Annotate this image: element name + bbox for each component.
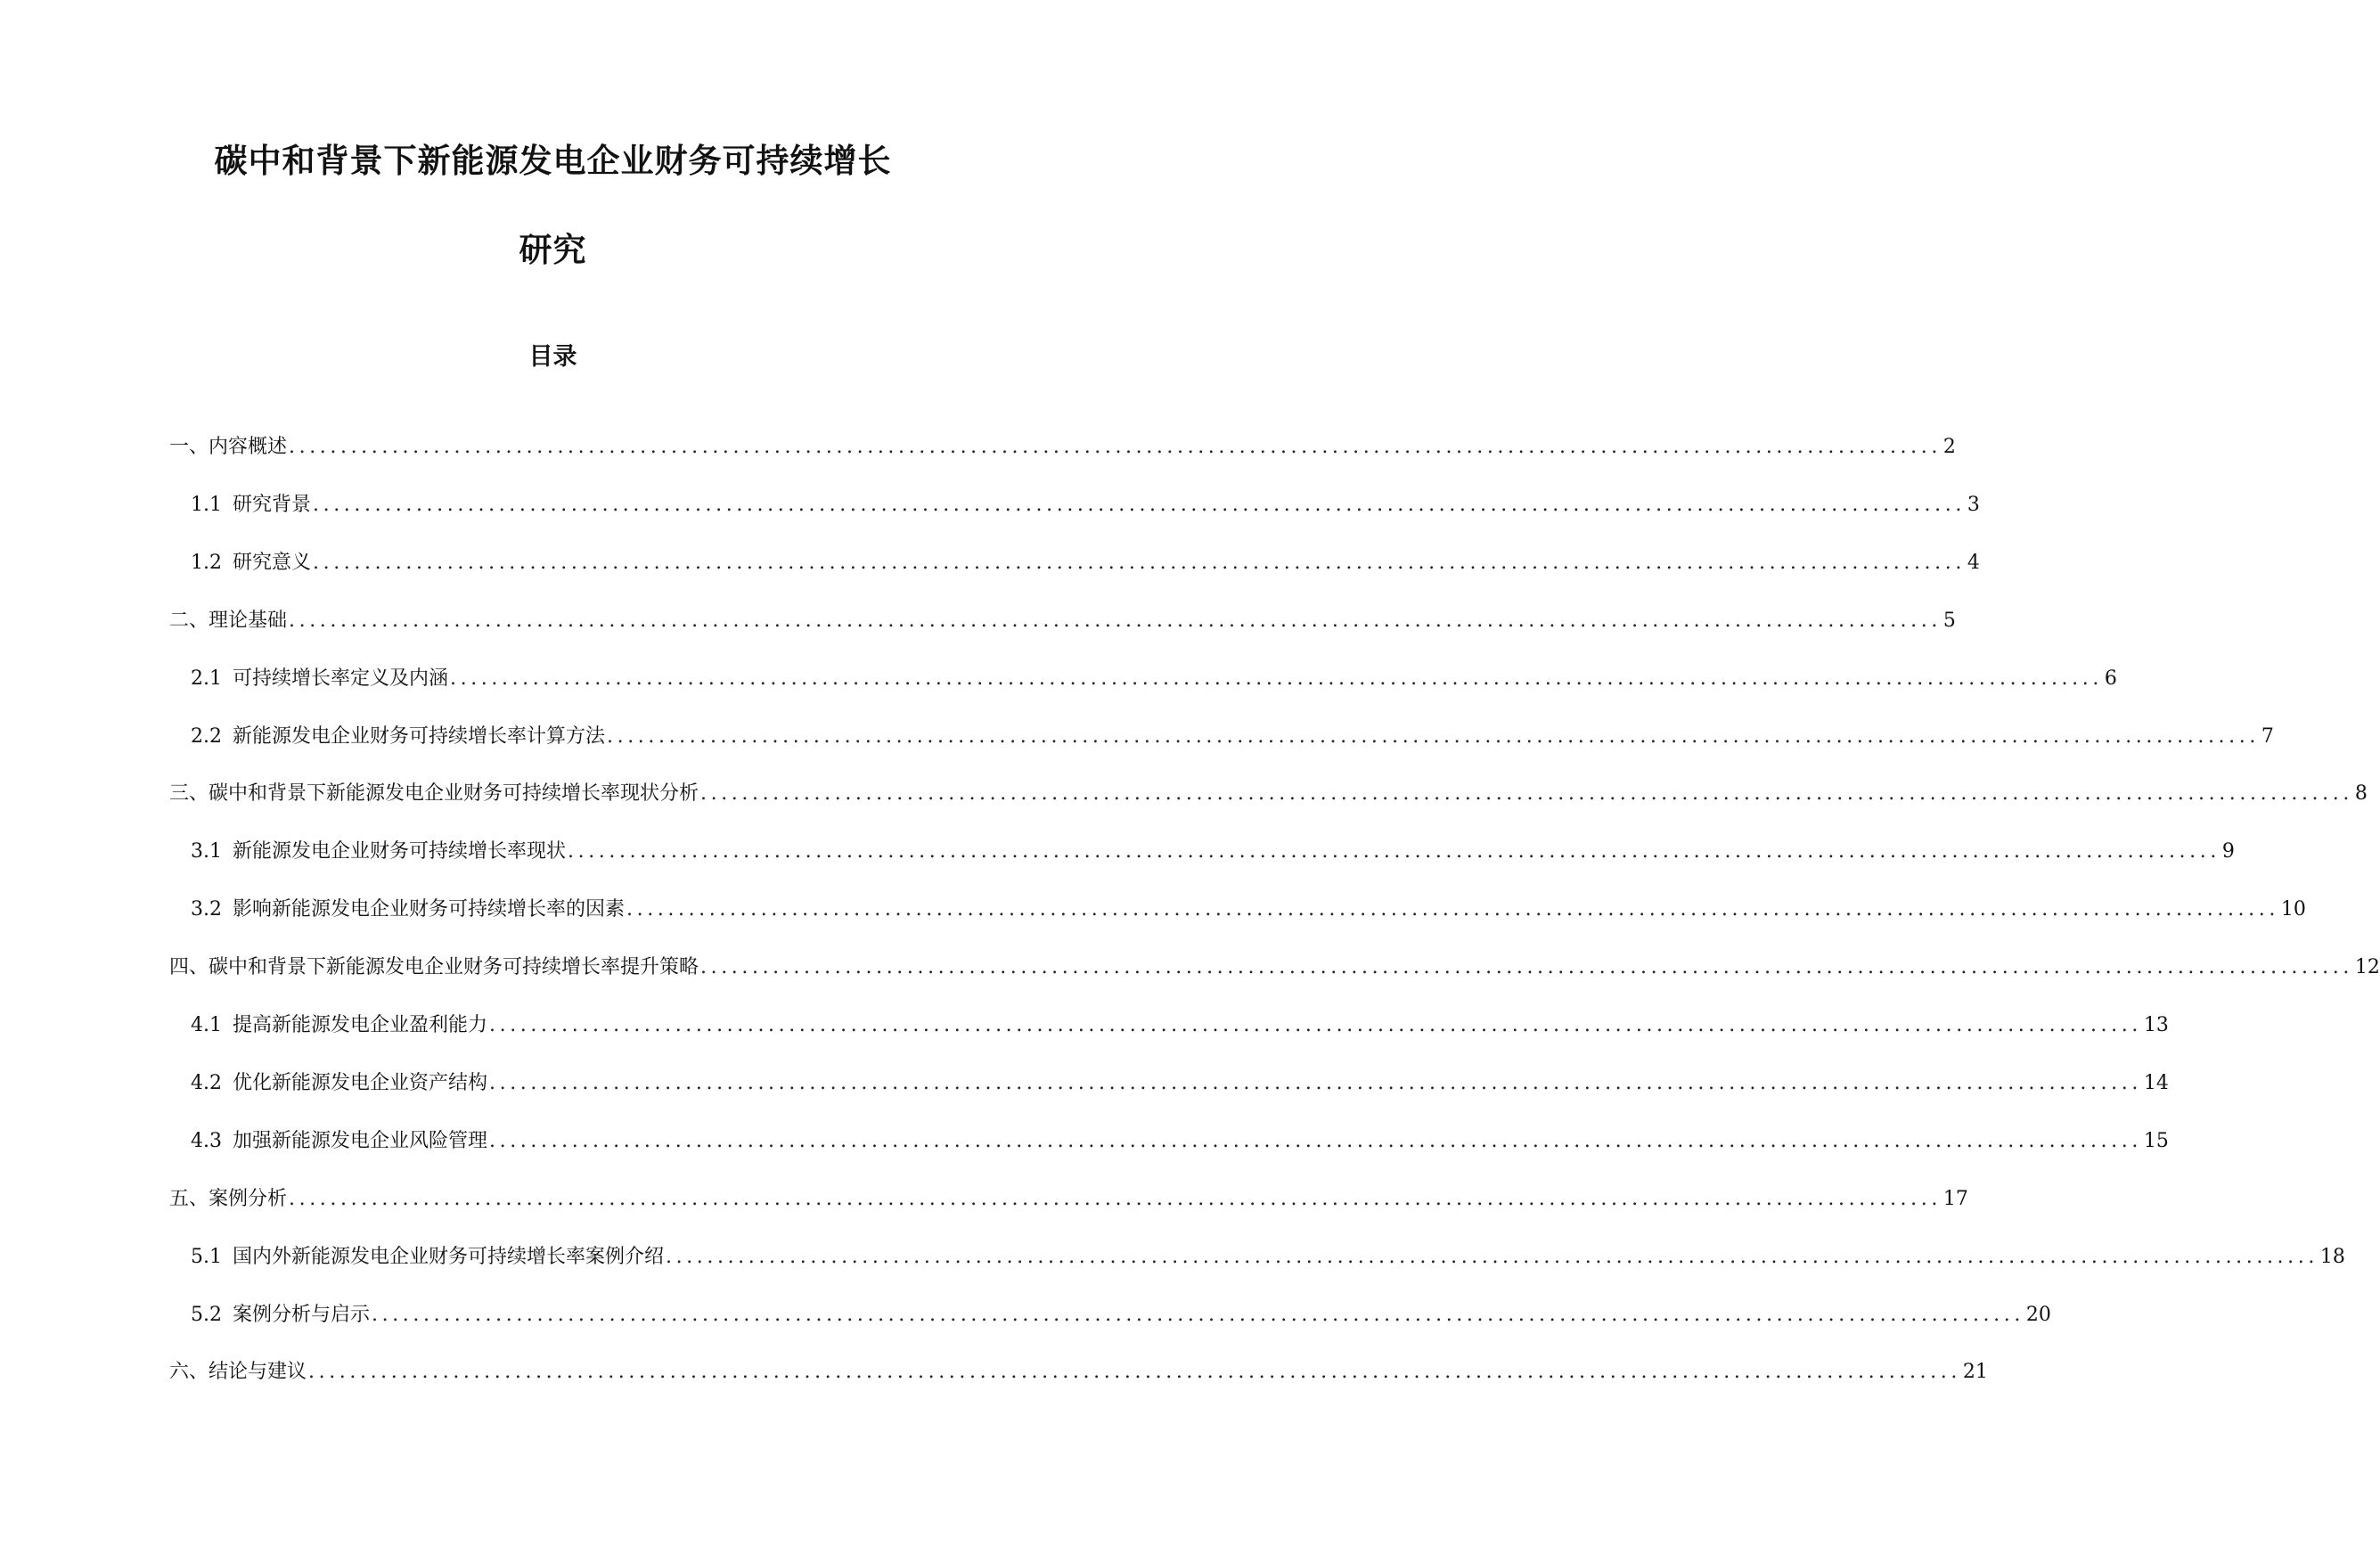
toc-entry-line	[169, 1354, 1988, 1390]
toc-entry[interactable]	[0, 1066, 2169, 1101]
toc-entry-text: 研究意义	[233, 552, 312, 574]
toc-entry-text: 六、结论与建议	[169, 1361, 307, 1383]
toc-entry[interactable]	[0, 892, 2306, 928]
toc-entry[interactable]	[0, 1240, 2345, 1275]
toc-dot-leader: ................................................................................................................................................................	[372, 1304, 2024, 1326]
toc-entry-text: 一、内容概述	[169, 436, 288, 458]
toc-heading: 目录	[528, 343, 577, 371]
document-title-line1: 碳中和背景下新能源发电企业财务可持续增长	[214, 142, 892, 180]
toc-entry-line	[191, 661, 2117, 697]
toc-entry-number: 5.1	[191, 1246, 222, 1268]
toc-entry-line	[191, 719, 2274, 755]
toc-entry-page-number: 10	[2280, 898, 2306, 921]
toc-entry-text: 三、碳中和背景下新能源发电企业财务可持续增长率现状分析	[169, 782, 699, 805]
toc-dot-leader: ................................................................................................................................................................	[489, 1130, 2142, 1152]
toc-entry-line	[169, 1182, 1968, 1217]
toc-entry-page-number: 2	[1942, 436, 1956, 458]
toc-entry-line	[169, 776, 2368, 812]
toc-entry-text: 影响新能源发电企业财务可持续增长率的因素	[233, 898, 626, 921]
toc-entry[interactable]	[0, 1008, 2169, 1043]
toc-dot-leader: ................................................................................................................................................................	[700, 782, 2353, 805]
toc-entry-text: 优化新能源发电企业资产结构	[233, 1072, 488, 1094]
toc-entry-page-number: 17	[1942, 1188, 1968, 1210]
toc-dot-leader: ................................................................................................................................................................	[626, 898, 2279, 921]
toc-entry-number: 4.1	[191, 1014, 222, 1036]
toc-entry[interactable]	[0, 776, 2368, 812]
toc-entry-line	[191, 487, 1980, 523]
toc-entry[interactable]	[0, 545, 1980, 581]
toc-entry-line	[191, 892, 2306, 928]
toc-entry-text: 研究背景	[233, 494, 312, 516]
toc-entry-text: 国内外新能源发电企业财务可持续增长率案例介绍	[233, 1246, 665, 1268]
toc-entry-page-number: 6	[2104, 667, 2117, 690]
toc-entry-text: 四、碳中和背景下新能源发电企业财务可持续增长率提升策略	[169, 956, 699, 978]
toc-entry-page-number: 18	[2319, 1246, 2345, 1268]
toc-dot-leader: ................................................................................................................................................................	[313, 552, 1966, 574]
toc-dot-leader: ................................................................................................................................................................	[568, 840, 2221, 863]
toc-entry-number: 2.1	[191, 667, 222, 690]
toc-entry[interactable]	[0, 1124, 2169, 1159]
toc-entry-page-number: 5	[1942, 610, 1956, 632]
toc-entry-text: 新能源发电企业财务可持续增长率现状	[233, 840, 567, 863]
toc-entry[interactable]	[0, 1354, 1988, 1390]
toc-entry[interactable]	[0, 719, 2274, 755]
toc-entry-line	[169, 950, 2380, 986]
toc-entry-number: 3.2	[191, 898, 222, 921]
toc-dot-leader: ................................................................................................................................................................	[308, 1361, 1961, 1383]
toc-entry-line	[169, 603, 1956, 639]
toc-dot-leader: ................................................................................................................................................................	[489, 1014, 2142, 1036]
toc-entry-line	[191, 1124, 2169, 1159]
toc-entry-page-number: 20	[2025, 1304, 2051, 1326]
toc-entry-number: 5.2	[191, 1304, 222, 1326]
toc-dot-leader: ................................................................................................................................................................	[289, 1188, 1942, 1210]
toc-entry-page-number: 3	[1967, 494, 1980, 516]
toc-entry-line	[169, 430, 1956, 465]
toc-dot-leader: ................................................................................................................................................................	[450, 667, 2103, 690]
toc-entry-line	[191, 1008, 2169, 1043]
toc-entry-number: 1.1	[191, 494, 222, 516]
toc-entry-page-number: 14	[2143, 1072, 2169, 1094]
toc-entry[interactable]	[0, 950, 2380, 986]
toc-entry[interactable]	[0, 661, 2117, 697]
toc-entry-page-number: 7	[2261, 725, 2274, 748]
toc-entry-text: 提高新能源发电企业盈利能力	[233, 1014, 488, 1036]
toc-entry-number: 1.2	[191, 552, 222, 574]
toc-dot-leader: ................................................................................................................................................................	[289, 436, 1942, 458]
toc-dot-leader: ................................................................................................................................................................	[313, 494, 1966, 516]
toc-entry-line	[191, 834, 2235, 870]
document-title-line2: 研究	[519, 231, 587, 269]
toc-entry-text: 案例分析与启示	[233, 1304, 371, 1326]
toc-entry-page-number: 13	[2143, 1014, 2169, 1036]
toc-entry-line	[191, 1240, 2345, 1275]
toc-entry-number: 2.2	[191, 725, 222, 748]
toc-entry-line	[191, 545, 1980, 581]
toc-dot-leader: ................................................................................................................................................................	[489, 1072, 2142, 1094]
toc-entry[interactable]	[0, 1297, 2051, 1333]
toc-entry-page-number: 8	[2354, 782, 2368, 805]
toc-entry-number: 4.2	[191, 1072, 222, 1094]
toc-entry[interactable]	[0, 603, 1956, 639]
toc-entry-text: 新能源发电企业财务可持续增长率计算方法	[233, 725, 606, 748]
toc-entry-page-number: 4	[1967, 552, 1980, 574]
toc-entry-number: 4.3	[191, 1130, 222, 1152]
toc-entry-text: 可持续增长率定义及内涵	[233, 667, 449, 690]
toc-dot-leader: ................................................................................................................................................................	[607, 725, 2260, 748]
toc-entry-line	[191, 1066, 2169, 1101]
toc-entry-page-number: 9	[2221, 840, 2235, 863]
toc-entry-page-number: 12	[2354, 956, 2380, 978]
toc-entry[interactable]	[0, 430, 1956, 465]
toc-dot-leader: ................................................................................................................................................................	[700, 956, 2353, 978]
toc-entry-line	[191, 1297, 2051, 1333]
toc-entry-page-number: 15	[2143, 1130, 2169, 1152]
toc-entry-text: 二、理论基础	[169, 610, 288, 632]
toc-entry[interactable]	[0, 1182, 1968, 1217]
toc-dot-leader: ................................................................................................................................................................	[289, 610, 1942, 632]
toc-entry-page-number: 21	[1962, 1361, 1988, 1383]
toc-entry[interactable]	[0, 834, 2235, 870]
toc-entry[interactable]	[0, 487, 1980, 523]
toc-entry-text: 五、案例分析	[169, 1188, 288, 1210]
toc-dot-leader: ................................................................................................................................................................	[666, 1246, 2319, 1268]
toc-entry-text: 加强新能源发电企业风险管理	[233, 1130, 488, 1152]
toc-entry-number: 3.1	[191, 840, 222, 863]
